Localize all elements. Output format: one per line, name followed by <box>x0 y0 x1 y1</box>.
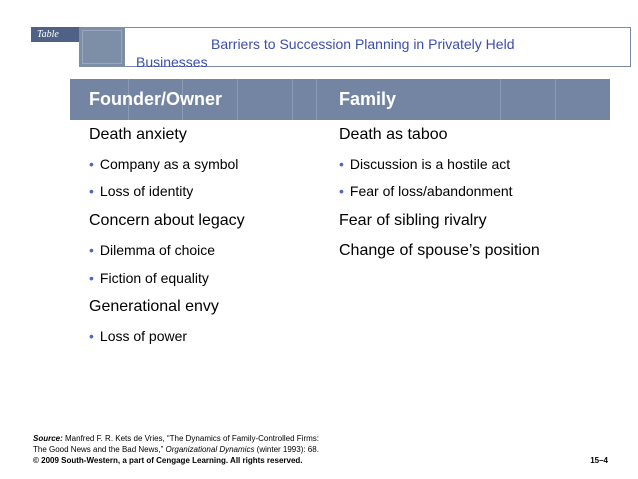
page-number: 15–4 <box>590 456 608 465</box>
tab-underlay <box>31 42 79 67</box>
left-sub-item <box>89 183 193 199</box>
left-sub-item-text: Company as a symbol <box>99 156 239 172</box>
left-main-item: Death anxiety <box>89 126 187 143</box>
left-sub-item <box>89 242 215 258</box>
header-grid-line <box>555 79 556 120</box>
source-journal: Organizational Dynamics <box>165 445 255 454</box>
left-sub-item-text: Loss of power <box>99 328 188 344</box>
column-header-founder-owner: Founder/Owner <box>89 89 223 109</box>
source-citation <box>33 433 319 455</box>
column-header-family: Family <box>339 89 397 109</box>
header-grid-line <box>237 79 238 120</box>
right-sub-item-text: Discussion is a hostile act <box>349 156 511 172</box>
header-grid-line <box>316 79 317 120</box>
source-text-line-2a: The Good News and the Bad News,” <box>33 445 166 454</box>
source-text-line-1: Manfred F. R. Kets de Vries, “The Dynamics of Family-Controlled Firms: <box>62 434 320 443</box>
bullet-icon: • <box>339 183 344 199</box>
source-text-line-2b: (winter 1993): 68. <box>254 445 319 454</box>
slide-title-line-2: Businesses <box>136 54 208 70</box>
right-main-item: Change of spouse’s position <box>339 242 540 259</box>
table-tab-label: Table <box>31 27 79 42</box>
right-sub-item <box>339 183 513 199</box>
right-main-item: Fear of sibling rivalry <box>339 212 487 229</box>
bullet-icon: • <box>89 270 94 286</box>
left-main-item: Generational envy <box>89 298 219 315</box>
right-main-item: Death as taboo <box>339 126 448 143</box>
bullet-icon: • <box>89 242 94 258</box>
bullet-icon: • <box>339 156 344 172</box>
header-grid-line <box>292 79 293 120</box>
bullet-icon: • <box>89 183 94 199</box>
source-label: Source: <box>33 434 63 443</box>
left-sub-item-text: Loss of identity <box>99 183 194 199</box>
right-sub-item-text: Fear of loss/abandonment <box>349 183 513 199</box>
left-sub-item <box>89 270 209 286</box>
copyright-notice: © 2009 South-Western, a part of Cengage Learning. All rights reserved. <box>33 456 303 465</box>
header-grid-line <box>500 79 501 120</box>
left-sub-item-text: Dilemma of choice <box>99 242 216 258</box>
bullet-icon: • <box>89 328 94 344</box>
left-sub-item <box>89 156 238 172</box>
left-sub-item <box>89 328 187 344</box>
left-sub-item-text: Fiction of equality <box>99 270 209 286</box>
corner-decoration-inner <box>82 30 122 64</box>
slide-title-line-1: Barriers to Succession Planning in Privately Held <box>211 36 515 52</box>
left-main-item: Concern about legacy <box>89 212 245 229</box>
right-sub-item <box>339 156 510 172</box>
bullet-icon: • <box>89 156 94 172</box>
